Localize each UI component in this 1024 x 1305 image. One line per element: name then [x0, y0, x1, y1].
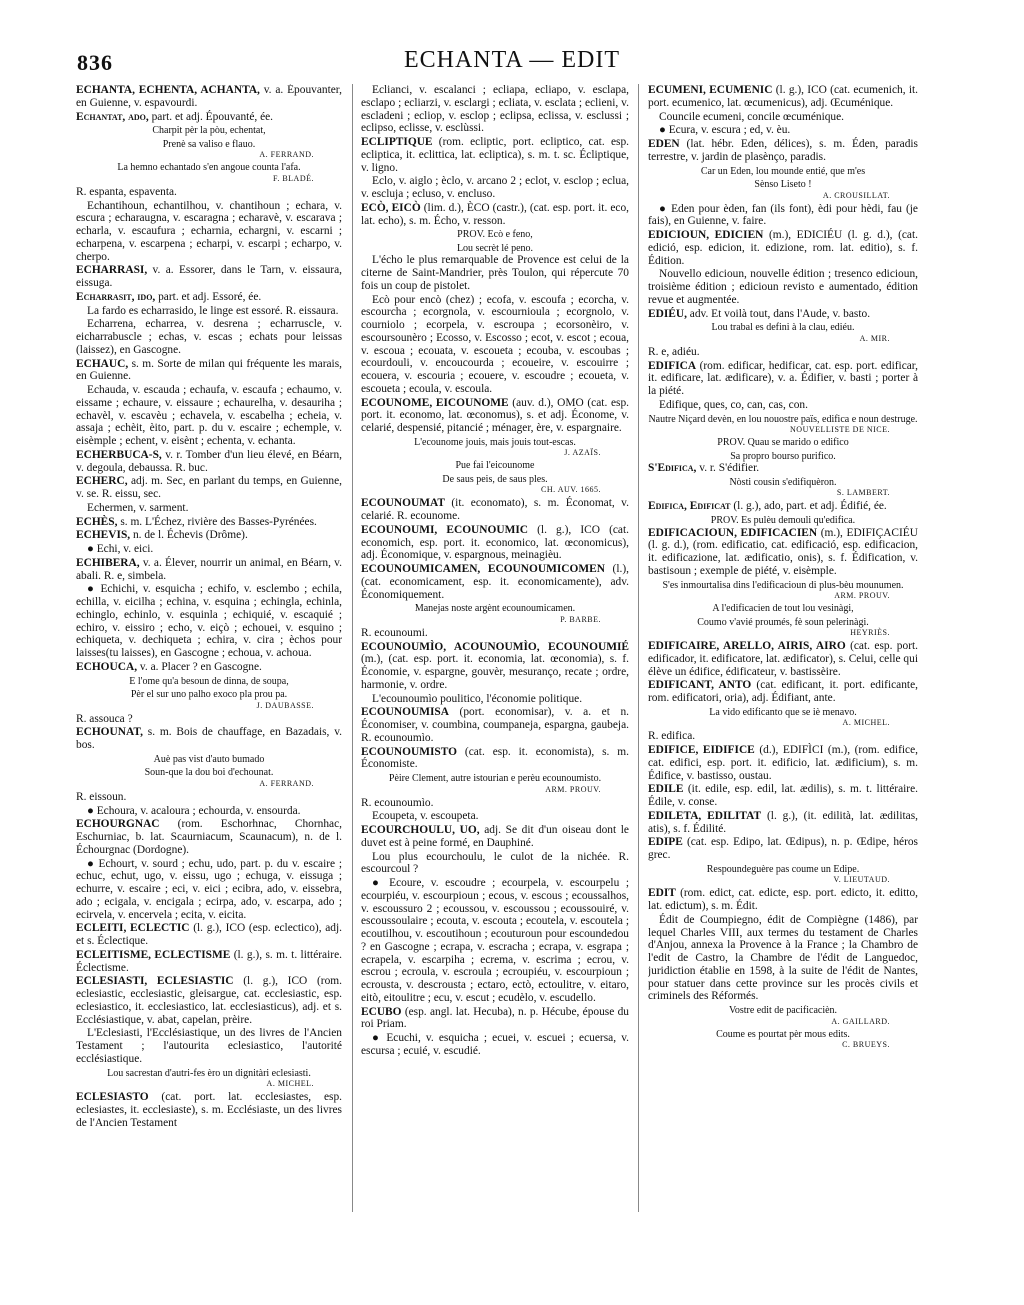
entry-headword: ECHANTA, ECHENTA, ACHANTA, [76, 84, 260, 96]
entry-text: v. r. Tomber d'un lieu élevé, en Béarn, v. degoula, debaussa. R. buc. [76, 448, 342, 474]
dictionary-entry [361, 175, 629, 201]
entry-text: Ecò pour encò (chez) ; ecofa, v. escoufa ; ecorcha, v. escourcha ; ecorgnola, v. escournioula ; ecorgnolo, v. courniolo ; ecorpela, v. escroupa ; ecorsonèiro, v. escoursounèro ; Ecosso, v. Escosso ; ecot, v. escot ; ecoua, v. escoua ; ecouata, v. escoueta ; ecouba, v. escoubas ; ecourdouli, v. encoucourda ; ecoueire, v. escouirre ; ecouera, v. escouria ; ecouere, v. escoudre ; ecoueta, v. escoueta ; ecoula, v. escoula. [361, 293, 629, 395]
entry-text: (l. g.), s. m. t. littéraire. Éclectisme. [76, 948, 342, 974]
running-title: ECHANTA — EDIT [403, 47, 621, 73]
dictionary-entry [76, 543, 342, 556]
entry-headword: ECLEITI, ECLECTIC [76, 922, 190, 935]
dictionary-entry [76, 713, 342, 726]
entry-text: (d.), EDIFÌCI (m.), (rom. edifice, cat. edifici, esp. port. it. edificio, lat. ædificium), s. m. Édifice, v. bastisso, oustau. [648, 744, 918, 782]
column-divider [352, 84, 353, 1212]
citation-line: PROV. Ecò e feno, [457, 229, 533, 241]
dictionary-entry [76, 805, 342, 818]
dictionary-entry [361, 851, 629, 877]
dictionary-entry [361, 627, 629, 640]
entry-text: Lou plus ecourchoulu, le culot de la nichée. R. escourcoul ? [361, 850, 629, 876]
citation-line: Prenè sa valiso e flauo. [162, 138, 256, 150]
dictionary-entry [648, 810, 918, 836]
dictionary-entry [648, 138, 918, 164]
entry-text: s. m. Sorte de milan qui fréquente les marais, en Guienne. [76, 357, 342, 383]
entry-text: (l. g.), ICO (cat. economich, esp. port. it. economico, lat. œconomicus), adj. Économique, v. espargnous, meinagièu. [361, 523, 629, 562]
citation-line: Nautre Niçard devèn, en lou nouostre païs, edifica e noun destruge. [648, 413, 918, 425]
dictionary-entry [361, 497, 629, 523]
citation-author: ARM. PROUV. [834, 591, 890, 600]
entry-text: (rom. edificar, hedificar, cat. esp. port. edificar, it. edificare, lat. ædificare), v. a. Édifier, v. basti ; porter à la piété. [648, 359, 918, 397]
citation-line: Vostre edit de pacificacièn. [728, 1005, 838, 1016]
entry-text: R. eissoun. [76, 790, 127, 803]
entry-headword: ECHIBERA, [76, 556, 140, 569]
entry-text: R. ecounoumìo. [361, 796, 434, 809]
citation-line: Manejas noste argènt ecounoumicamen. [414, 603, 576, 615]
citation-line: Coume es pourtat pèr mous edits. [716, 1028, 850, 1040]
entry-text: ● Echichi, v. esquicha ; echifo, v. esclembo ; echila, echilla, v. eicilha ; echina, v. esquina ; echingla, echinla, echinglo, echinlo, v. esquinla ; echiquié, v. escaquié ; echiro, v. eissiro ; echo, v. eiçò ; echouei, v. esquino ; echiqueta, v. dechiqueta ; echira, v. cira ; èchos pour laisses(tu laisses), en Gascogne ; echoua, v. achoua. [76, 583, 342, 659]
entry-text: L'ecounoumìo poulitico, l'économie politique. [372, 692, 583, 705]
entry-headword: ECOUNOUMICAMEN, ECOUNOUMICOMEN [361, 563, 605, 575]
entry-headword: EDIFICA [648, 359, 697, 372]
dictionary-entry [76, 111, 342, 124]
entry-text: R. espanta, espaventa. [76, 185, 177, 198]
entry-text: Nouvello edicioun, nouvelle édition ; tresenco edicioun, troisième édition ; edicioun revisto e aumentado, édition revue et augmentée. [648, 268, 918, 306]
entry-text: (cat. port. lat. ecclesiastes, esp. eclesiastes, it. ecclesiaste), s. m. Ecclésiaste, un des livres de l'Ancien Testament [76, 1091, 342, 1129]
dictionary-entry [648, 730, 918, 743]
dictionary-entry [76, 305, 342, 318]
citation-line: La hemno echantado s'en angoue counta l'afa. [117, 162, 301, 174]
entry-text: (port. economisar), v. a. et n. Économiser, v. coumbina, coumpaneja, espargna, gaubeja. R. ecounoumìo. [361, 706, 629, 744]
citation-author: A. MICHEL. [842, 718, 890, 728]
dictionary-entry [76, 318, 342, 356]
dictionary-entry [76, 84, 342, 110]
citation-line: E l'ome qu'a besoun de dinna, de soupa, [129, 675, 289, 687]
citation-line: Pèr el sur uno palho exoco pla prou pa. [130, 689, 288, 700]
entry-headword: EDILE [648, 783, 684, 796]
entry-headword: ECHOUNAT, [76, 726, 143, 739]
dictionary-entry [76, 384, 342, 448]
entry-headword: ECHEVIS, [76, 529, 131, 542]
citation-line: Soun-que la dou boi d'echounat. [144, 767, 274, 779]
entry-text: (m.), EDIFIÇACIÉU (l. g. d.), (rom. edificatio, cat. edificació, esp. edificacion, it. edificazione, lat. ædificatio, onis), s. f. Édification, v. bastisoun ; exemple de piété, v. eisèmple. [648, 526, 918, 577]
entry-text: Eclianci, v. escalanci ; ecliapa, ecliapo, v. esclapa, esclapo ; ecliarzi, v. esclargi ; ecliata, v. esclata ; eclieni, v. escladeni ; ecliop, v. esclop ; eclipsa, eclissa, v. esclussi ; eclipso, eclisse, v. esclùssi. [361, 84, 629, 135]
entry-text: (cat. esp. it. economista), s. m. Économiste. [361, 745, 629, 771]
dictionary-entry [361, 824, 629, 850]
dictionary-entry [648, 308, 918, 321]
entry-text: Echantihoun, echantilhou, v. chantihoun ; echara, v. escura ; echaraugna, v. escaragna ; echaravè, v. escarava ; echarla, v. escaufura ; echarnia, echargni, v. escarni ; echarpena, v. escarpena ; echarpi, v. escarpi ; echarpo, v. cherpo. [76, 199, 342, 263]
entry-headword: ECHARRASI, [76, 264, 148, 277]
citation-author: F. BLADÉ. [273, 173, 314, 183]
citation-author: P. BARBE. [560, 614, 601, 624]
entry-text: (auv. d.), OMO (cat. esp. port. it. economo, lat. œconomus), s. et adj. Économe, v. celarié, despensié, pitancié ; ménager, ère, v. espargnaire. [361, 396, 629, 434]
column-right [648, 84, 918, 1214]
entry-text: Echarrena, echarrea, v. desrena ; echarruscle, v. eicharrabuscle ; echas, v. escas ; echats pour leissas (laissez), en Gascogne. [76, 318, 342, 356]
entry-headword: ECHOURGNAC [76, 818, 160, 831]
entry-headword: ECHAUC, [76, 357, 129, 370]
entry-text: (l.), (cat. economicament, esp. it. economicamente), adv. Économiquement. [361, 563, 629, 601]
entry-text: (l. g.), ICO (cat. ecumenich, it. port. ecumenico, lat. œcumenicus), adj. Œcuménique. [648, 84, 918, 109]
entry-headword: ECHOUCA, [76, 660, 138, 673]
citation-author: A. FERRAND. [259, 778, 314, 788]
entry-text: ● Echourt, v. sourd ; echu, udo, part. p. du v. escaire ; echuc, echut, ugo, v. eissu, ugo ; echuga, v. eissuga ; echurre, v. escaire ; eci, v. eici ; ecibra, ado, v. eissebra, ado ; ecigala, v. encigala ; ecirpa, ado, v. escarpa, ado ; ecirvela, v. encervela ; ecita, v. eicita. [76, 857, 342, 921]
entry-headword: ECLIPTIQUE [361, 136, 433, 148]
dictionary-entry [648, 500, 918, 513]
entry-text: s. m. Bois de chauffage, en Bazadais, v. bos. [76, 726, 342, 751]
citation-line: Lou secrèt lé peno. [456, 242, 534, 254]
dictionary-entry [76, 516, 342, 529]
entry-text: part. et adj. Épouvanté, ée. [148, 110, 274, 123]
entry-text: (rom. Eschorhnac, Chornhac, Eschurniac, b. lat. Scaurniacum, Scaunacum), n. de l. Échourgnac (Dordogne). [76, 818, 342, 856]
entry-text: (cat. esp. port. edificador, it. edificatore, lat. ædificator), s. Celui, celle qui élève un édifice, édificateur, v. bastissèire. [648, 640, 918, 678]
entry-text: (it. economato), s. m. Économat, v. celarié. R. ecounome. [361, 497, 629, 522]
entry-headword: EDIFICE, EIDIFICE [648, 744, 755, 756]
entry-headword: EDIPE [648, 836, 683, 849]
entry-text: (l. g.), ado, part. et adj. Édifié, ée. [730, 500, 887, 513]
dictionary-entry [361, 1006, 629, 1032]
citation-author: HEYRIÈS. [850, 628, 890, 637]
dictionary-entry [648, 399, 918, 412]
dictionary-entry [361, 397, 629, 435]
citation-author: J. AZAÏS. [564, 448, 601, 458]
dictionary-entry [648, 679, 918, 705]
entry-text: v. r. S'édifier. [696, 462, 760, 474]
citation-author: CH. AUV. 1665. [541, 485, 601, 495]
citation-author: J. DAUBASSE. [256, 700, 314, 710]
dictionary-entry [361, 563, 629, 601]
entry-headword: Edifica, Edificat [648, 500, 731, 513]
dictionary-entry [76, 975, 342, 1026]
citation-line: Nòsti cousin s'edifiquèron. [729, 476, 837, 488]
entry-headword: ECOUNOUMAT [361, 497, 445, 510]
entry-text: (lim. d.), ÈCO (castr.), (cat. esp. port. it. eco, lat. echo), s. m. Écho, v. resson. [361, 201, 629, 227]
entry-headword: ECOUNOUMISA [361, 706, 449, 719]
entry-headword: ECHERBUCA-S, [76, 448, 162, 461]
entry-headword: ECOUNOUMÌO, ACOUNOUMÌO, ECOUNOUMIÉ [361, 640, 629, 653]
entry-text: (lat. hébr. Eden, délices), s. m. Éden, paradis terrestre, v. jardin de plasènço, paradis. [648, 138, 918, 163]
citation-author: A. GAILLARD. [831, 1016, 890, 1026]
dictionary-entry [361, 84, 629, 135]
citation-line: A l'edificacien de tout lou vesinàgi, [712, 603, 854, 614]
citation-author: A. MICHEL. [266, 1079, 314, 1088]
dictionary-entry [648, 124, 918, 137]
entry-text: (l. g.), ICO (esp. eclectico), adj. et s. Éclectique. [76, 922, 342, 947]
dictionary-entry [648, 640, 918, 678]
entry-text: adj. m. Sec, en parlant du temps, en Guienne, v. se. R. eissu, sec. [76, 475, 342, 500]
dictionary-entry [361, 810, 629, 823]
dictionary-entry [361, 1032, 629, 1058]
entry-headword: EDICIOUN, EDICIEN [648, 229, 764, 241]
citation-line: Lou sacrestan d'autri-fes èro un dignitàri eclesiasti. [107, 1067, 311, 1079]
dictionary-entry [76, 449, 342, 475]
entry-headword: EDIFICANT, ANTO [648, 679, 752, 692]
citation-author: ARM. PROUV. [545, 784, 601, 794]
dictionary-entry [76, 1091, 342, 1129]
entry-text: adj. Se dit d'un oiseau dont le duvet est à peine formé, en Dauphiné. [361, 824, 629, 849]
entry-text: v. a. Élever, nourrir un animal, en Béarn, v. abali. R. e, simbela. [76, 556, 342, 582]
dictionary-entry [76, 1027, 342, 1065]
entry-text: (rom. edict, cat. edicte, esp. port. edicto, it. editto, lat. edictum), s. m. Édit. [648, 887, 918, 912]
entry-text: v. a. Placer ? en Gascogne. [137, 660, 262, 673]
citation-line: Pue fai l'eicounome [455, 460, 535, 472]
entry-headword: ECOUNOUMI, ECOUNOUMIC [361, 523, 529, 536]
entry-text: ● Ecoure, v. escoudre ; ecourpela, v. escourpelu ; ecourpiéu, v. escourpioun ; ecous, v. escous ; ecoussalhos, v. escoussuro 2 ; ecoussou, v. escoussou ; ecoussouiré, v. escoussoulaire ; ecouta, v. escouta ; ecoutela, v. escoutela ; ecoutilhou, v. escoutihoun ; ecouturoun pour escoundedou ? en Gascogne ; ecrapa, v. escracha ; ecrapa, v. esgrapa ; ecrapela, v. escarpiha ; ecrema, v. escrima ; ecrou, v. escrou ; ecroula, v. escroula ; ecroupiéu, v. escourpioun ; ecrousta, v. descrousta ; ectaro, ectò, ectoulitre, v. eitaro, eitò, eitoulitre ; ecu, v. escut ; ecudèlo, v. escudello. [361, 877, 629, 1004]
entry-headword: ECOURCHOULU, UO, [361, 824, 480, 836]
dictionary-entry [361, 746, 629, 772]
entry-text: ● Echoura, v. acaloura ; echourda, v. ensourda. [87, 804, 301, 817]
entry-headword: ECOUNOME, EICOUNOME [361, 396, 509, 409]
dictionary-entry [76, 529, 342, 542]
dictionary-entry [76, 818, 342, 856]
dictionary-entry [648, 527, 918, 578]
page-number: 836 [77, 50, 113, 75]
dictionary-entry [648, 744, 918, 782]
citation-line: Pèire Clement, autre istourian e perèu ecounoumisto. [388, 773, 602, 784]
dictionary-entry [76, 557, 342, 583]
citation-author: A. CROUSILLAT. [822, 190, 890, 200]
entry-text: Echermen, v. sarment. [87, 501, 189, 514]
citation-line: Coumo v'avié proumés, fè soun pelerinàgi. [697, 616, 869, 628]
entry-text: ● Eden pour èden, fan (ils font), èdi pour hèdi, fau (je fais), en Guienne, v. faire. [648, 202, 918, 228]
dictionary-entry [76, 922, 342, 948]
entry-text: Councile ecumeni, concile œcuménique. [659, 110, 845, 123]
dictionary-entry [648, 836, 918, 862]
dictionary-entry [361, 524, 629, 562]
entry-text: (m.), (cat. esp. port. it. economia, lat. œconomia), s. f. Économie, v. espargne, gouvèr, mesuranço, recate ; ordre, harmonie, v. ordre. [361, 653, 629, 691]
dictionary-entry [361, 294, 629, 396]
entry-text: Edifique, ques, co, can, cas, con. [659, 398, 808, 411]
citation-line: S'es inmourtalisa dins l'edificacioun di plus-bèu mounumen. [662, 579, 904, 591]
citation-line: PROV. Es pulèu demouli qu'edifica. [710, 515, 856, 526]
entry-text: ● Ecura, v. escura ; ed, v. èu. [659, 124, 791, 137]
entry-text: L'écho le plus remarquable de Provence est celui de la citerne de Saint-Mandrier, près Toulon, qui répercute 70 fois un coup de pistolet. [361, 254, 629, 292]
entry-headword: ECHERC, [76, 475, 128, 488]
dictionary-entry [76, 726, 342, 752]
entry-text: (rom. ecliptic, port. ecliptico, cat. esp. ecliptica, it. eclittica, lat. ecliptica), s. m. t. sc. Écliptique, v. ligno. [361, 136, 629, 174]
dictionary-entry [648, 346, 918, 359]
dictionary-entry [76, 475, 342, 501]
entry-headword: Echarrasit, ido, [76, 290, 156, 303]
dictionary-entry [648, 111, 918, 124]
citation-line: De saus peis, de saus ples. [442, 473, 548, 485]
dictionary-entry [76, 949, 342, 975]
entry-text: L'Eclesiasti, l'Ecclésiastique, un des livres de l'Ancien Testament ; l'autourita eclesiastico, l'autorité ecclésiastique. [76, 1027, 342, 1065]
entry-headword: ECLESIASTI, ECLESIASTIC [76, 975, 234, 988]
entry-headword: EDIFICAIRE, ARELLO, AIRIS, AIRO [648, 640, 846, 652]
dictionary-entry [648, 203, 918, 229]
dictionary-entry [648, 360, 918, 398]
entry-headword: EDIÉU, [648, 307, 687, 320]
entry-text: s. m. L'Échez, rivière des Basses-Pyrénées. [117, 515, 317, 528]
dictionary-entry [361, 254, 629, 292]
citation-author: A. FERRAND. [259, 150, 314, 160]
entry-headword: S'Edifica, [648, 462, 697, 474]
dictionary-entry [648, 783, 918, 809]
entry-headword: ECLEITISME, ECLECTISME [76, 948, 231, 961]
dictionary-entry [361, 706, 629, 744]
entry-text: Eclo, v. aiglo ; èclo, v. arcano 2 ; eclot, v. esclop ; eclua, v. escluja ; ecluso, v. encluso. [361, 175, 629, 200]
entry-text: (m.), EDICIÉU (l. g. d.), (cat. edició, esp. edicion, it. edizione, rom. lat. editio), s. f. Édition. [648, 229, 918, 267]
citation-line: Sènso Liseto ! [754, 179, 812, 190]
citation-line: Car un Eden, lou mounde entié, que m'es [700, 165, 866, 177]
entry-headword: EDIT [648, 887, 676, 900]
dictionary-entry [76, 583, 342, 660]
entry-text: Édit de Coumpiegno, édit de Compiègne (1486), par lequel Charles VIII, aux termes du testament de Charles d'Anjou, annexa la Provence à la France ; la Chambro de l'edit de Castro, la Chambre de l'édit de Languedoc, juridiction établie en 1598, à la suite de l'édit de Nantes, pour statuer dans cette province sur les procès civils et criminels des Réformés. [648, 913, 918, 1003]
entry-text: (cat. esp. Edipo, lat. Œdipus), n. p. Œdipe, héros grec. [648, 836, 918, 861]
citation-line: La vido edificanto que se iè menavo. [709, 706, 857, 718]
dictionary-entry [76, 791, 342, 804]
entry-headword: ECUBO [361, 1005, 402, 1018]
entry-text: R. assouca ? [76, 712, 133, 725]
dictionary-entry [648, 914, 918, 1003]
dictionary-entry [648, 84, 918, 110]
entry-text: R. ecounoumi. [361, 626, 428, 639]
entry-text: (cat. edificant, it. port. edificante, rom. edificatori, oria), adj. Édifiant, ante. [648, 679, 918, 704]
entry-text: v. a. Essorer, dans le Tarn, v. eissaura, eissuga. [76, 264, 342, 289]
dictionary-entry [648, 887, 918, 913]
entry-text: n. de l. Échevis (Drôme). [130, 529, 248, 542]
entry-text: (l. g.), ICO (rom. eclesiastic, ecclesiastic, gleisargue, cat. ecclesiastic, esp. eclesiastico, it. ecclesiastico, lat. ecclesiasticus), adj. et s. Ecclésiastique, v. abat, capelan, prèire. [76, 975, 342, 1026]
entry-text: R. e, adiéu. [648, 345, 700, 358]
entry-headword: Echantat, ado, [76, 110, 149, 123]
column-divider [638, 84, 639, 1212]
dictionary-entry [76, 358, 342, 384]
dictionary-entry [76, 264, 342, 290]
citation-line: Sa propro bourso purifico. [730, 450, 836, 462]
citation-line: PROV. Quau se marido o edifico [717, 437, 849, 448]
citation-line: Auè pas vist d'auto bumado [153, 753, 265, 765]
column-middle [361, 84, 629, 1214]
citation-line: Lou trabal es defini à la clau, ediéu. [711, 322, 855, 334]
entry-text: La fardo es echarrasido, le linge est essoré. R. eissaura. [87, 304, 339, 317]
entry-headword: EDIFICACIOUN, EDIFICACIEN [648, 526, 818, 539]
entry-headword: ECOUNOUMISTO [361, 745, 457, 758]
citation-author: S. LAMBERT. [836, 488, 890, 498]
citation-author: A. MIR. [859, 333, 890, 343]
entry-headword: EDILETA, EDILITAT [648, 809, 762, 822]
dictionary-entry [648, 229, 918, 267]
dictionary-entry [361, 136, 629, 174]
citation-author: V. LIEUTAUD. [833, 875, 890, 885]
dictionary-entry [361, 797, 629, 810]
column-left [76, 84, 342, 1214]
entry-headword: ECHÈS, [76, 515, 118, 528]
citation-author: NOUVELLISTE DE NICE. [790, 425, 890, 434]
dictionary-entry [76, 502, 342, 515]
entry-text: R. edifica. [648, 730, 696, 743]
dictionary-entry [361, 693, 629, 706]
entry-text: (l. g.), (it. edilità, lat. ædilitas, atis), s. f. Édilité. [648, 809, 918, 835]
dictionary-entry [76, 200, 342, 264]
dictionary-entry [361, 641, 629, 692]
entry-text: (esp. angl. lat. Hecuba), n. p. Hécube, épouse du roi Priam. [361, 1005, 629, 1031]
dictionary-entry [76, 291, 342, 304]
entry-headword: ECÒ, EICÒ [361, 201, 421, 214]
entry-text: v. a. Épouvanter, en Guienne, v. espavourdi. [76, 84, 342, 109]
entry-text: (it. edile, esp. edil, lat. ædilis), s. m. t. littéraire. Édile, v. conse. [648, 783, 918, 808]
entry-text: ● Ecuchi, v. esquicha ; ecuei, v. escuei ; ecuersa, v. escursa ; ecuié, v. escudié. [361, 1032, 629, 1057]
entry-text: adv. Et voilà tout, dans l'Aude, v. basto. [686, 307, 871, 320]
dictionary-entry [76, 858, 342, 922]
dictionary-entry [76, 661, 342, 674]
entry-headword: ECUMENI, ECUMENIC [648, 84, 773, 96]
citation-author: C. BRUEYS. [842, 1040, 890, 1049]
dictionary-entry [648, 268, 918, 306]
dictionary-entry [361, 202, 629, 228]
entry-headword: EDEN [648, 138, 680, 150]
dictionary-entry [76, 186, 342, 199]
dictionary-entry [361, 877, 629, 1005]
dictionary-entry [648, 462, 918, 475]
citation-line: Respoundeguère pas coume un Edipe. [706, 863, 860, 875]
entry-text: ● Echi, v. eici. [87, 543, 154, 555]
entry-text: Ecoupeta, v. escoupeta. [372, 810, 479, 823]
entry-text: Echauda, v. escauda ; echaufa, v. escaufa ; echaumo, v. eissame ; echaure, v. eissaure ; echaurelha, v. desauriha ; echavèl, v. escavèu ; echavela, v. escabelha ; echeia, v. assaja ; echèit, èito, part. p. du v. escaire ; echemple, v. eisèmple ; echent, v. eisènt ; echenta, v. echanta. [76, 384, 342, 447]
entry-headword: ECLESIASTO [76, 1091, 149, 1103]
entry-text: part. et adj. Essoré, ée. [155, 290, 262, 303]
citation-line: Charpit pèr la pòu, echentat, [152, 125, 266, 137]
citation-line: L'ecounome jouis, mais jouis tout-escas. [414, 436, 576, 448]
